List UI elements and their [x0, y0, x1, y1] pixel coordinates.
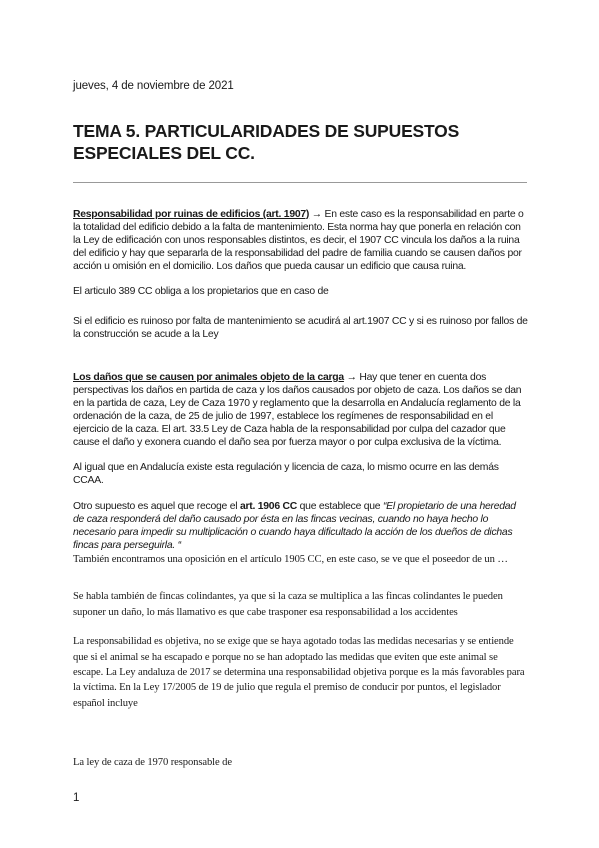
heading-ruinas: Responsabilidad por ruinas de edificios (art. 1907) [73, 209, 310, 220]
paragraph-art-1906 [73, 500, 529, 552]
paragraph-ley-caza-1970: La ley de caza de 1970 responsable de [73, 757, 232, 769]
paragraph-art-1905: También encontramos una oposición en el artículo 1905 CC, en este caso, se ve que el poseedor de un … [73, 553, 508, 565]
paragraph-fincas: Se habla también de fincas colindantes, ya que si la caza se multiplica a las fincas colindantes le pueden suponer un daño, lo más llamativo es que cabe trasponer esa responsabilidad a los accidentes [73, 591, 503, 618]
text-1906-bold: art. 1906 CC [239, 500, 298, 512]
paragraph-art-389: El articulo 389 CC obliga a los propietarios que en caso de [73, 286, 329, 298]
text-animales: → Hay que tener en cuenta dos perspectivas los daños en partida de caza y los daños causados por objeto de caza. Los daños se dan en la partida de caza, Ley de Caza 1970 y reglamento que la desarrolla en Andalucía reglamento de la ordenación de la caza, de 25 de julio de 1997, establece los regímenes de responsabilidad en el ejercicio de la caza. El art. 33.5 Ley de Caza habla de la responsabilidad por culpa del cazador que cause el daño y exonera cuando el daño sea por fuerza mayor o por culpa exclusiva de la víctima. [73, 371, 522, 449]
paragraph-responsabilidad-objetiva: La responsabilidad es objetiva, no se exige que se haya agotado todas las medidas necesarias y se entiende que si el animal se ha escapado e porque no se han adoptado las medidas que eviten que este animal se escape. La Ley andaluza de 2017 se determina una responsabilidad objetiva porque es la más favorables para la víctima. En la Ley 17/2005 de 19 de julio que regula el premiso de conducir por puntos, el legislador español incluye [73, 636, 525, 709]
paragraph-animales [73, 371, 529, 450]
text-1906-quote: “El propietario de una heredad de caza responderá del daño causado por ésta en las fincas vecinas, cuando no haya hecho lo necesario para impedir su multiplicación o cuando haya dificultado la acción de los dueños de dichas fincas para perseguirla. “ [73, 500, 516, 551]
heading-animales: Los daños que se causen por animales objeto de la carga [73, 371, 344, 383]
document-title: TEMA 5. PARTICULARIDADES DE SUPUESTOS ESPECIALES DEL CC. [73, 121, 460, 163]
paragraph-ruinas [73, 208, 529, 273]
page-number: 1 [73, 792, 80, 804]
paragraph-andalucia: Al igual que en Andalucía existe esta regulación y licencia de caza, lo mismo ocurre en las demás CCAA. [73, 462, 499, 487]
title-divider [73, 182, 527, 183]
text-1906-pre: Otro supuesto es aquel que recoge el [73, 500, 240, 512]
paragraph-edificio-ruinoso: Si el edificio es ruinoso por falta de mantenimiento se acudirá al art.1907 CC y si es ruinoso por fallos de la construcción se acude a la Ley [73, 315, 528, 340]
text-ruinas: → En este caso es la responsabilidad en parte o la totalidad del edificio debido a la falta de mantenimiento. Esta norma hay que ponerla en relación con la Ley de edificación con unos responsables distintos, es decir, el 1907 CC vincula los daños a la ruina del edificio y hay que separarla de la responsabilidad del padre de familia cuando se causen daños por acción u omisión en el domicilio. Los daños que pueda causar un edificio que causa ruina. [73, 209, 524, 273]
document-date: jueves, 4 de noviembre de 2021 [73, 80, 234, 92]
document-body [73, 208, 529, 771]
text-1906-mid: que establece que [297, 500, 383, 512]
